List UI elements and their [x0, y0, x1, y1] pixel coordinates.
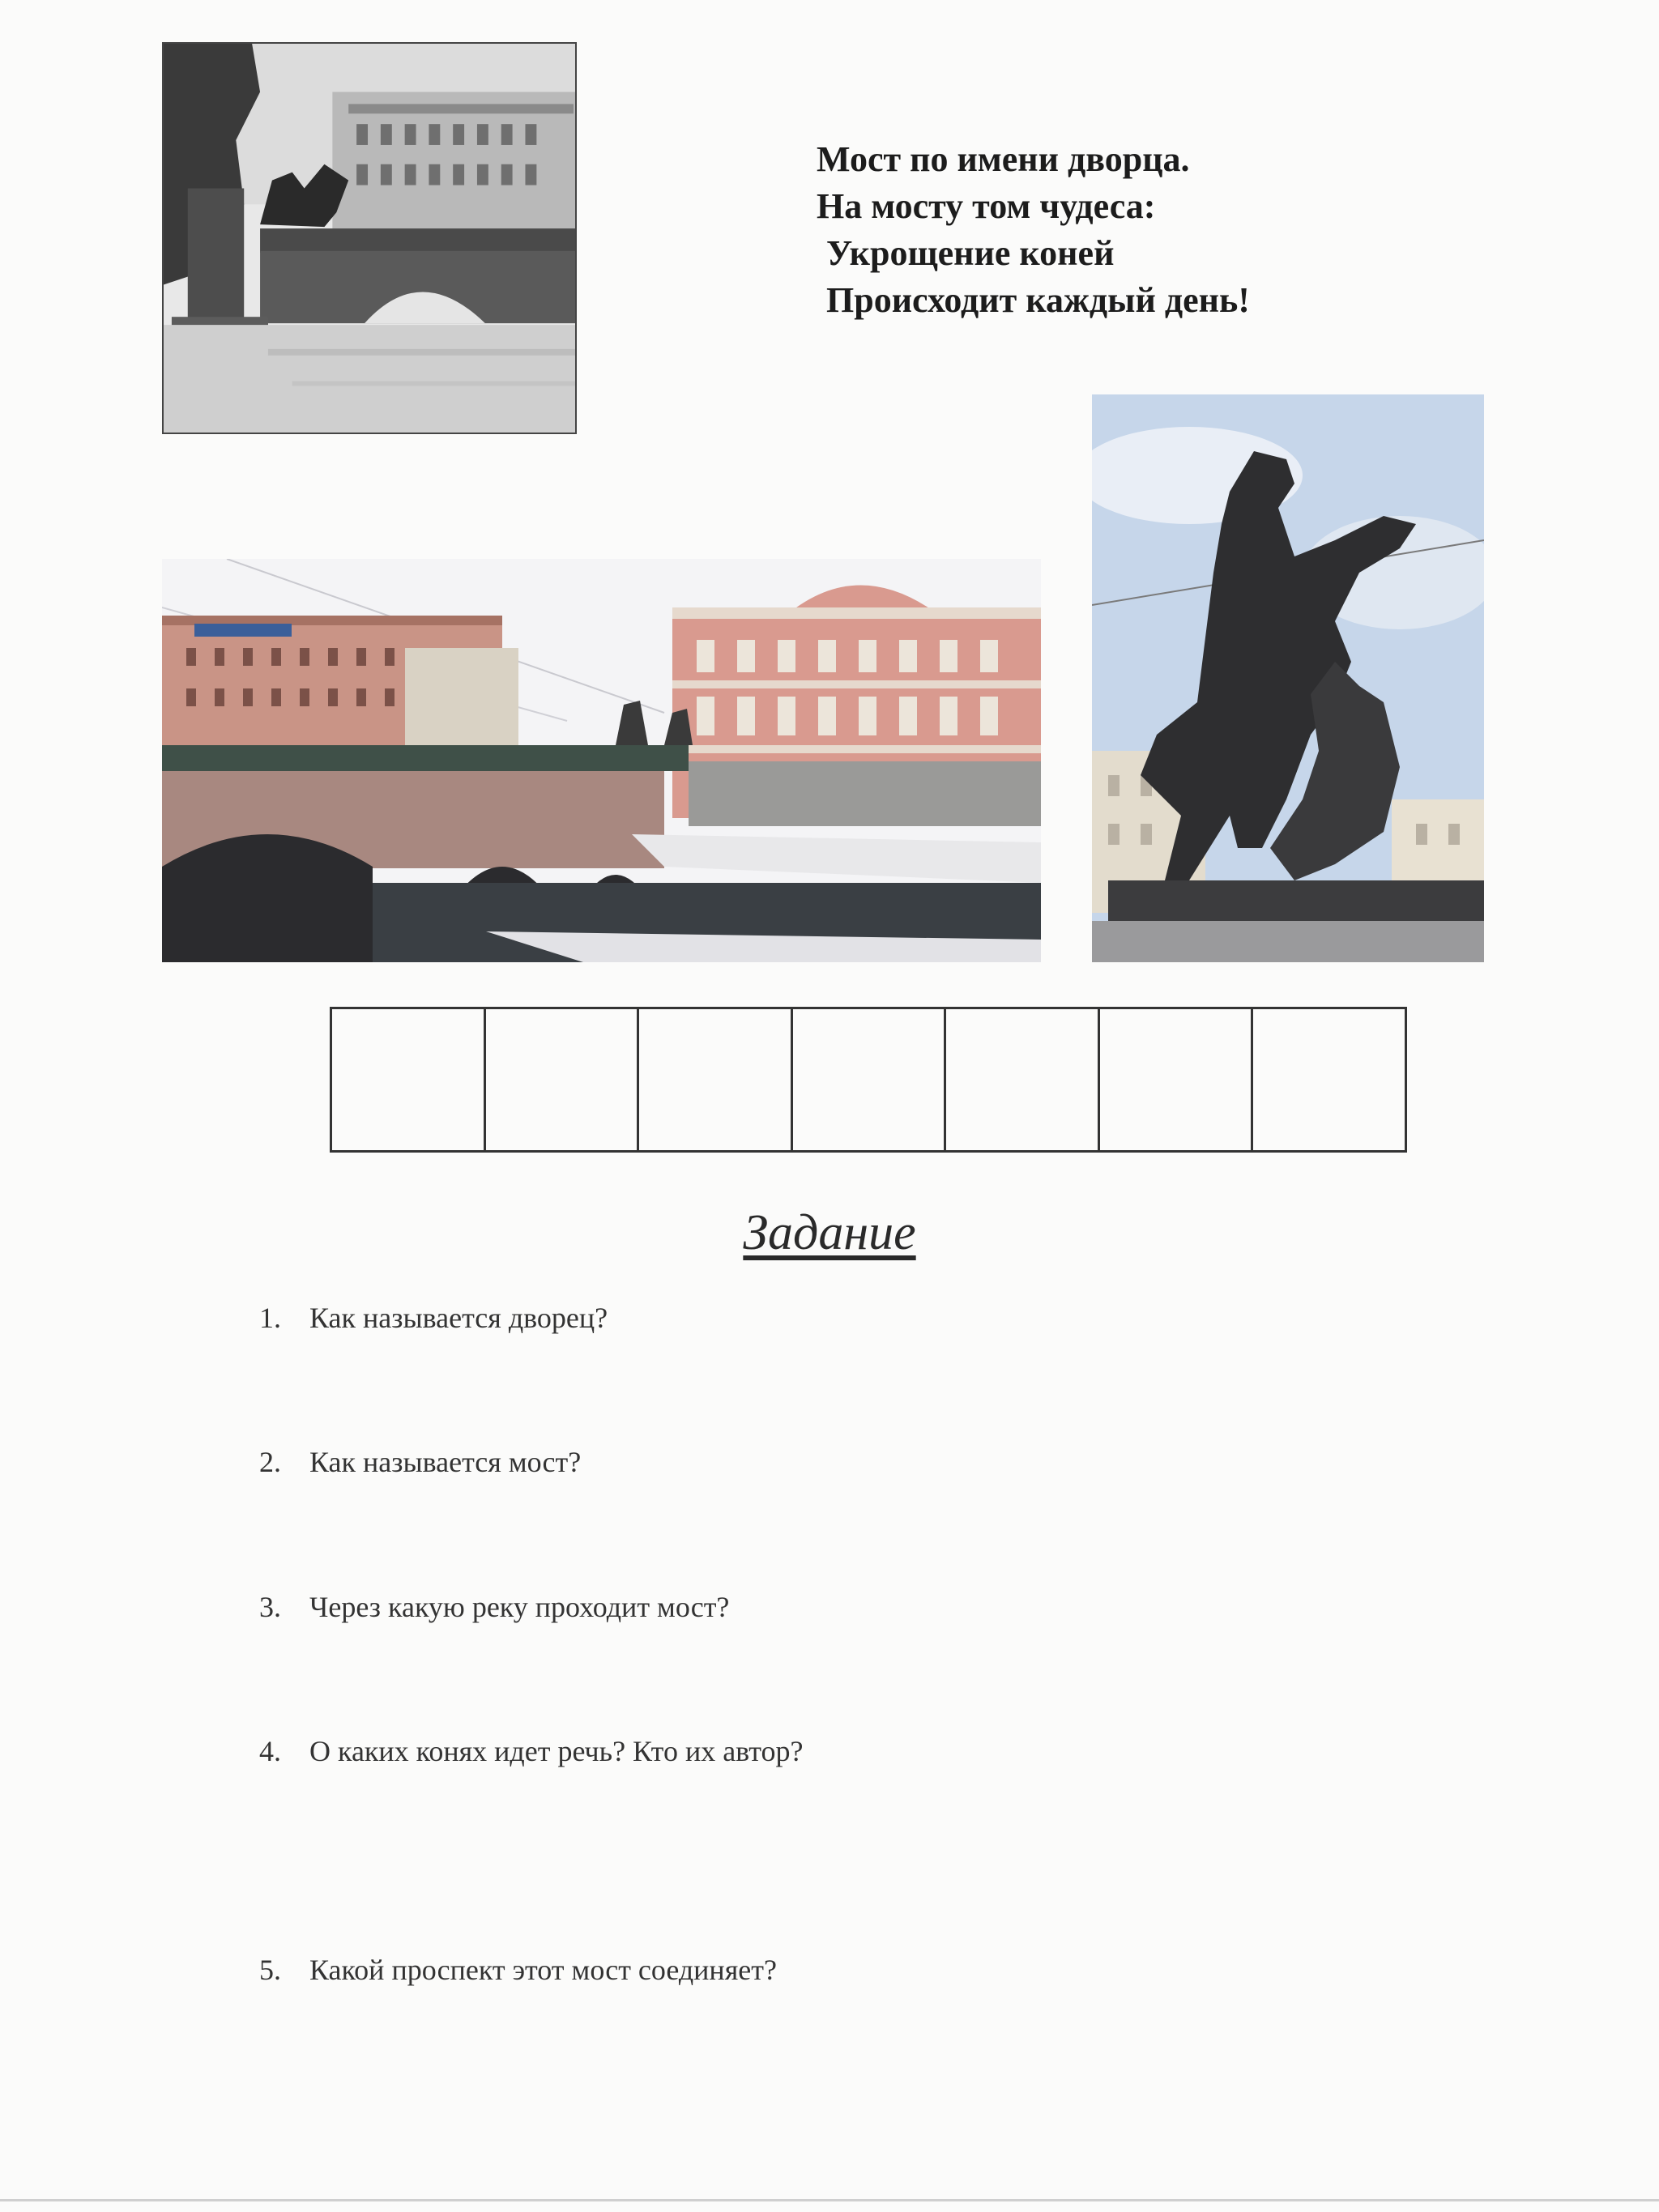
question-item: [259, 1590, 729, 1624]
answer-cell[interactable]: [1253, 1009, 1405, 1150]
question-number: 4.: [259, 1735, 281, 1767]
bridge-palace-photo: [162, 559, 1041, 962]
question-text: О каких конях идет речь? Кто их автор?: [309, 1735, 804, 1767]
question-number: 3.: [259, 1591, 281, 1623]
poem-line: Укрощение коней: [826, 233, 1115, 273]
task-title: Задание: [743, 1205, 916, 1260]
question-item: [259, 1734, 804, 1768]
question-text: Как называется мост?: [309, 1446, 582, 1478]
question-number: 2.: [259, 1446, 281, 1478]
page-bottom-edge: [0, 2199, 1659, 2201]
question-text: Через какую реку проходит мост?: [309, 1591, 730, 1623]
answer-letter-grid: [330, 1007, 1407, 1153]
poem: [817, 136, 1481, 324]
answer-cell[interactable]: [639, 1009, 793, 1150]
poem-line: Мост по имени дворца.: [817, 139, 1190, 179]
answer-cell[interactable]: [486, 1009, 640, 1150]
question-number: 5.: [259, 1954, 281, 1986]
horse-tamer-statue-photo: [1092, 394, 1484, 962]
poem-line: На мосту том чудеса:: [817, 186, 1156, 226]
answer-cell[interactable]: [946, 1009, 1100, 1150]
question-number: 1.: [259, 1302, 281, 1334]
question-item: [259, 1445, 581, 1479]
poem-line: Происходит каждый день!: [826, 280, 1250, 320]
question-text: Какой проспект этот мост соединяет?: [309, 1954, 777, 1986]
question-item: [259, 1953, 777, 1987]
answer-cell[interactable]: [1100, 1009, 1254, 1150]
question-text: Как называется дворец?: [309, 1302, 608, 1334]
bridge-bw-photo: [162, 42, 577, 434]
answer-cell[interactable]: [332, 1009, 486, 1150]
question-item: [259, 1301, 608, 1335]
answer-cell[interactable]: [793, 1009, 947, 1150]
